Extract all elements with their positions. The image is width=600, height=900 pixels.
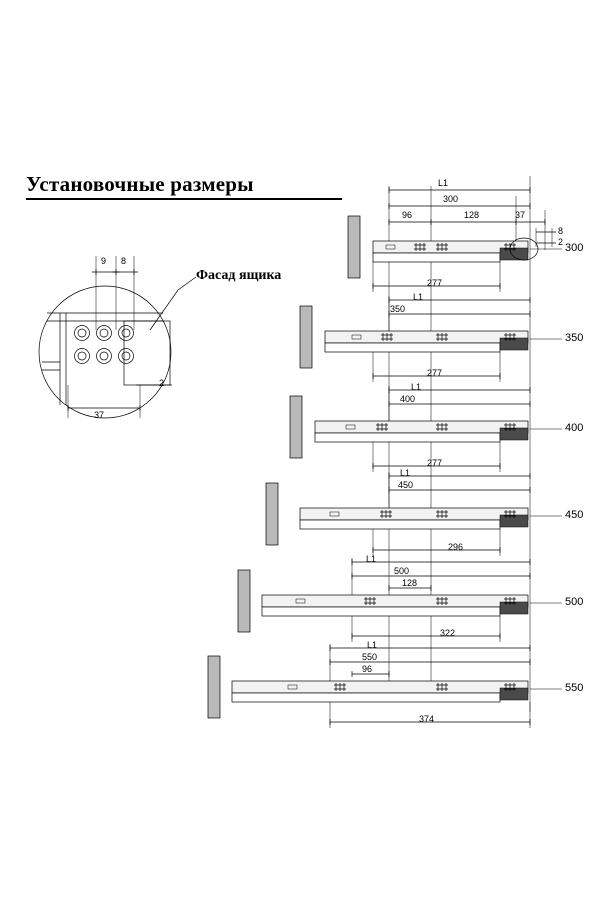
detail-circle-group <box>39 256 196 418</box>
top-dim-overall: 300 <box>443 194 459 204</box>
top-dim-8: 8 <box>558 226 564 236</box>
top-dim-2: 2 <box>558 237 564 247</box>
row-400-l1: L1 <box>411 382 422 392</box>
row-label-550: 550 <box>565 682 584 694</box>
top-dim-37: 37 <box>515 210 526 220</box>
row-350-length: 350 <box>390 304 406 314</box>
row-550-inner-dim: 96 <box>362 664 373 674</box>
row-label-500: 500 <box>565 596 584 608</box>
row-500-l1: L1 <box>366 554 377 564</box>
row-label-350: 350 <box>565 332 584 344</box>
row-label-450: 450 <box>565 509 584 521</box>
page-title: Установочные размеры <box>26 172 254 196</box>
row-550-l1: L1 <box>367 640 378 650</box>
row-300-bottom-dim: 277 <box>427 278 443 288</box>
slide-row-550 <box>208 644 562 728</box>
detail-dim-9: 9 <box>101 256 107 266</box>
row-400-bottom-dim: 277 <box>427 458 443 468</box>
row-450-l1: L1 <box>400 468 411 478</box>
top-dim-l1: L1 <box>438 178 449 188</box>
row-550-length: 550 <box>362 652 378 662</box>
row-350-bottom-dim: 277 <box>427 368 443 378</box>
row-500-inner-dim: 128 <box>402 578 418 588</box>
row-label-400: 400 <box>565 422 584 434</box>
facade-callout-label: Фасад ящика <box>196 268 282 283</box>
detail-dim-2: 2 <box>159 378 165 388</box>
top-dim-96: 96 <box>402 210 413 220</box>
row-450-bottom-dim: 296 <box>448 542 464 552</box>
detail-dim-37: 37 <box>94 410 105 420</box>
row-400-length: 400 <box>400 394 416 404</box>
top-dim-128: 128 <box>464 210 480 220</box>
slide-row-450 <box>266 472 562 556</box>
row-550-bottom-dim: 374 <box>419 714 435 724</box>
row-500-length: 500 <box>394 566 410 576</box>
row-350-l1: L1 <box>413 292 424 302</box>
row-450-length: 450 <box>398 480 414 490</box>
slide-row-400 <box>290 386 562 472</box>
detail-dim-8: 8 <box>121 256 127 266</box>
row-label-300: 300 <box>565 242 584 254</box>
row-500-bottom-dim: 322 <box>440 628 456 638</box>
